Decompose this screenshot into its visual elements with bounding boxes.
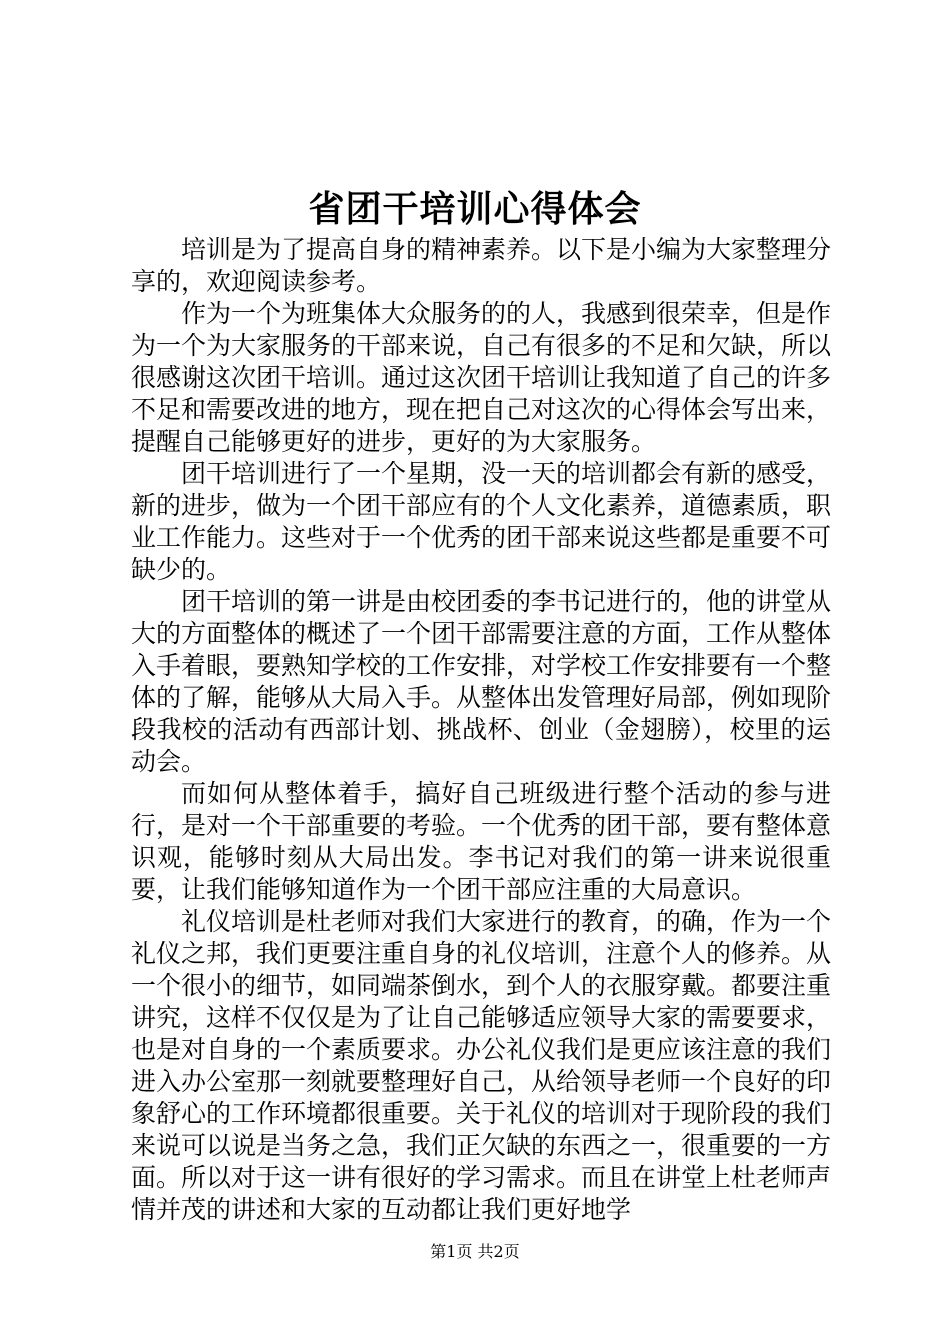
- page-footer: 第1页 共2页: [430, 1242, 520, 1261]
- document-body: [131, 234, 831, 1226]
- paragraph: 而如何从整体着手，搞好自己班级进行整个活动的参与进行，是对一个干部重要的考验。一个优秀的团干部，要有整体意识观，能够时刻从大局出发。李书记对我们的第一讲来说很重要，让我们能够知道作为一个团干部应注重的大局意识。: [131, 779, 832, 904]
- paragraph: 团干培训进行了一个星期，没一天的培训都会有新的感受，新的进步，做为一个团干部应有的个人文化素养，道德素质，职业工作能力。这些对于一个优秀的团干部来说这些都是重要不可缺少的。: [131, 459, 832, 584]
- page-title: 省团干培训心得体会: [308, 188, 642, 230]
- paragraph: 团干培训的第一讲是由校团委的李书记进行的，他的讲堂从大的方面整体的概述了一个团干部需要注意的方面，工作从整体入手着眼，要熟知学校的工作安排，对学校工作安排要有一个整体的了解，能够从大局入手。从整体出发管理好局部，例如现阶段我校的活动有西部计划、挑战杯、创业（金翅膀），校里的运动会。: [131, 587, 832, 776]
- paragraph: 礼仪培训是杜老师对我们大家进行的教育，的确，作为一个礼仪之邦，我们更要注重自身的礼仪培训，注意个人的修养。从一个很小的细节，如同端茶倒水，到个人的衣服穿戴。都要注重讲究，这样不仅仅是为了让自己能够适应领导大家的需要要求，也是对自身的一个素质要求。办公礼仪我们是更应该注意的我们进入办公室那一刻就要整理好自己，从给领导老师一个良好的印象舒心的工作环境都很重要。关于礼仪的培训对于现阶段的我们来说可以说是当务之急，我们正欠缺的东西之一，很重要的一方面。所以对于这一讲有很好的学习需求。而且在讲堂上杜老师声情并茂的讲述和大家的互动都让我们更好地学: [131, 907, 832, 1224]
- paragraph: 作为一个为班集体大众服务的的人，我感到很荣幸，但是作为一个为大家服务的干部来说，自己有很多的不足和欠缺，所以很感谢这次团干培训。通过这次团干培训让我知道了自己的许多不足和需要改进的地方，现在把自己对这次的心得体会写出来，提醒自己能够更好的进步，更好的为大家服务。: [131, 299, 832, 456]
- paragraph: 培训是为了提高自身的精神素养。以下是小编为大家整理分享的，欢迎阅读参考。: [131, 235, 832, 296]
